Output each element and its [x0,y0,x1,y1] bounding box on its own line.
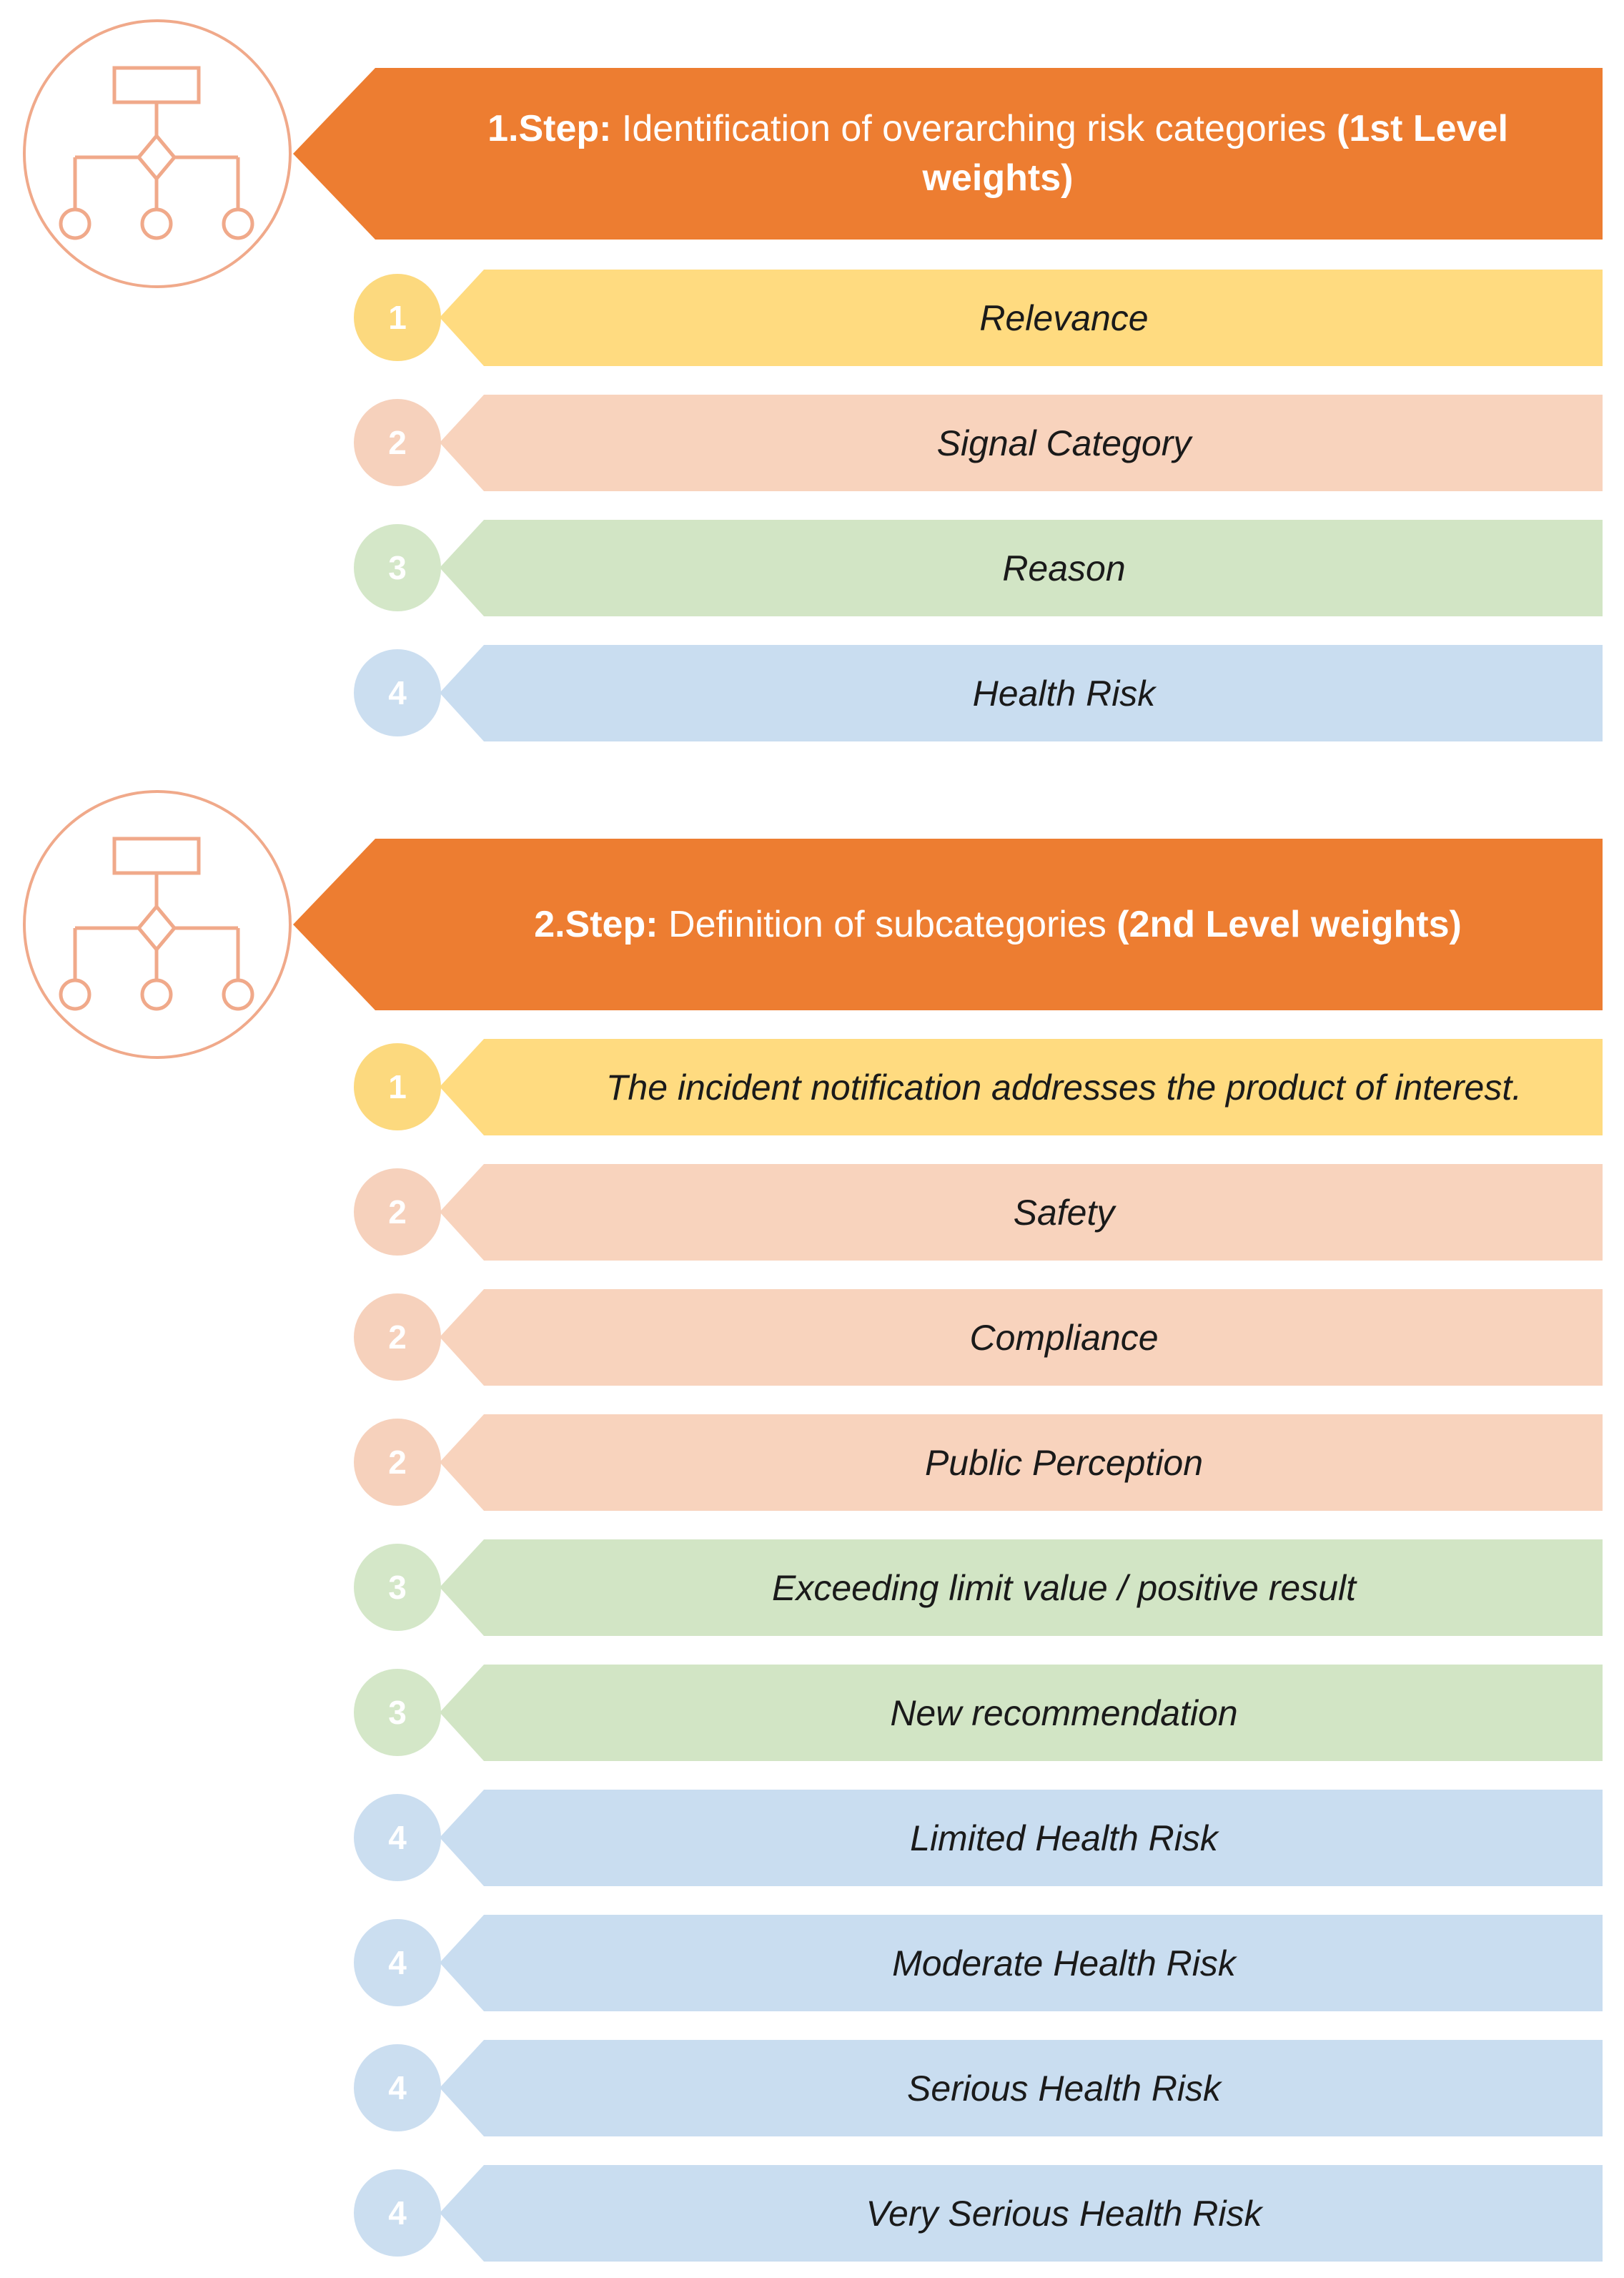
step-1-suffix: (1st Level weights) [922,108,1508,199]
list-item [354,645,1603,741]
item-number-badge: 4 [354,1919,441,2006]
item-label: Moderate Health Risk [892,1943,1236,1983]
item-number-badge: 2 [354,1168,441,1256]
list-item [354,2040,1603,2136]
list-item [354,1790,1603,1886]
step-1-title [422,68,1574,240]
item-number-badge: 1 [354,1043,441,1130]
list-item [354,1539,1603,1636]
item-number-badge: 4 [354,2169,441,2257]
item-label: Health Risk [972,673,1156,714]
item-number-badge: 4 [354,649,441,736]
list-item [354,1039,1603,1135]
item-number-badge: 3 [354,1544,441,1631]
item-number-badge: 3 [354,524,441,611]
step-2-prefix: 2.Step: [534,903,658,945]
item-label: The incident notification addresses the product of interest. [605,1067,1522,1108]
item-label: Reason [1002,548,1126,588]
step-2-title [422,839,1574,1010]
item-number-badge: 4 [354,1794,441,1881]
step-1-title-text: Identification of overarching risk categories [621,108,1327,150]
item-number-badge: 2 [354,399,441,486]
item-label: Signal Category [936,423,1192,463]
step-1-prefix: 1.Step: [487,108,612,150]
item-label: New recommendation [890,1692,1238,1733]
item-number-badge: 3 [354,1669,441,1756]
hierarchy-icon [21,18,293,290]
step-2-title-text: Definition of subcategories [668,903,1106,945]
item-number-badge: 4 [354,2044,441,2131]
item-label: Very Serious Health Risk [866,2193,1262,2234]
list-item [354,1414,1603,1511]
item-label: Serious Health Risk [906,2068,1222,2109]
item-label: Relevance [979,297,1149,338]
list-item [354,1915,1603,2011]
step-2-suffix: (2nd Level weights) [1116,903,1462,945]
list-item [354,520,1603,616]
item-label: Exceeding limit value / positive result [771,1567,1357,1608]
item-label: Limited Health Risk [910,1818,1218,1858]
list-item [354,270,1603,366]
step-1-header [293,68,1603,240]
list-item [354,395,1603,491]
list-item [354,1164,1603,1261]
list-item [354,1289,1603,1386]
item-label: Public Perception [924,1442,1204,1483]
hierarchy-icon [21,789,293,1060]
list-item [354,1665,1603,1761]
item-number-badge: 2 [354,1293,441,1381]
list-item [354,2165,1603,2262]
step-2-header [293,839,1603,1010]
item-label: Safety [1013,1192,1115,1233]
item-label: Compliance [969,1317,1159,1358]
item-number-badge: 2 [354,1419,441,1506]
item-number-badge: 1 [354,274,441,361]
